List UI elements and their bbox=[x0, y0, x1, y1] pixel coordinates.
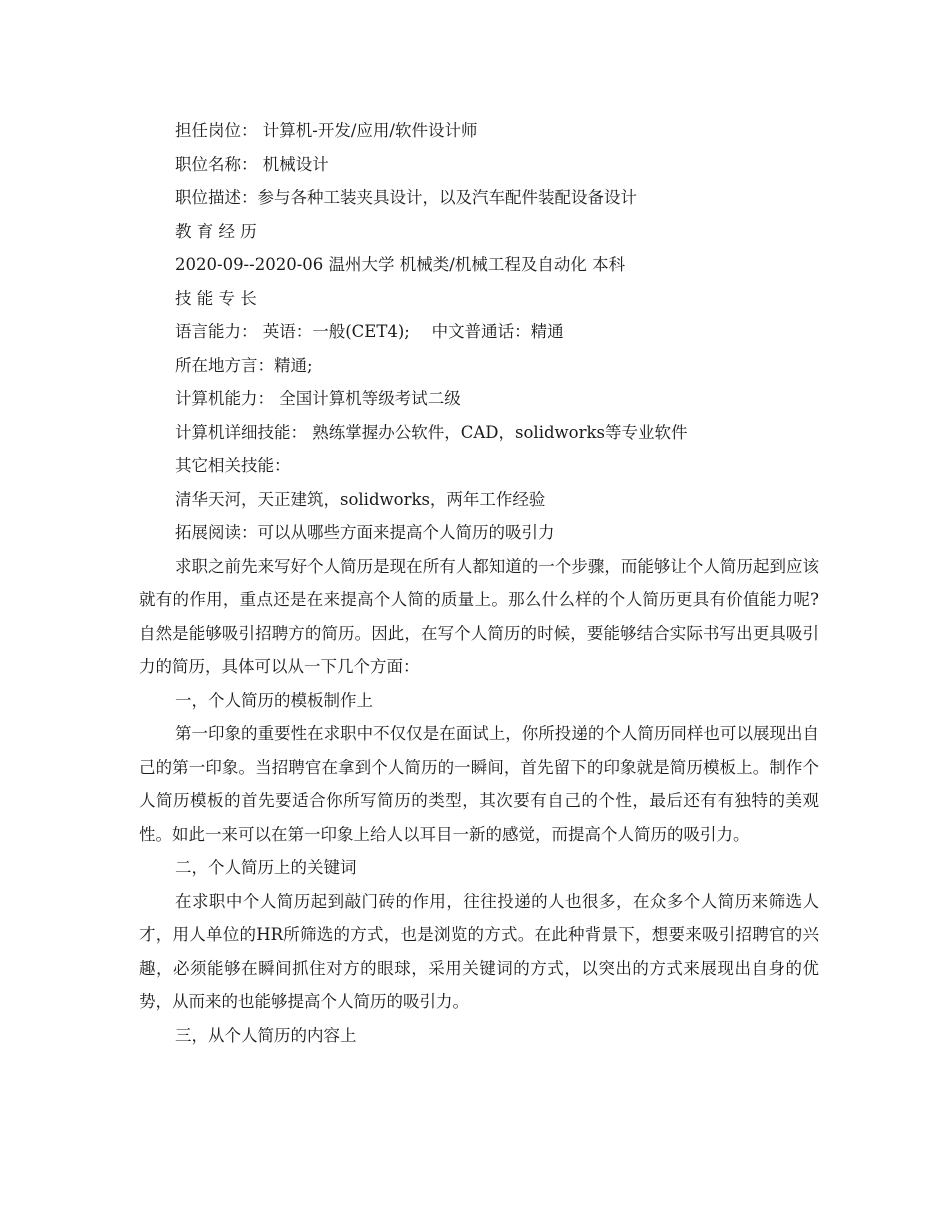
job-position: 担任岗位： 计算机-开发/应用/软件设计师 bbox=[175, 121, 478, 140]
skills-heading: 技 能 专 长 bbox=[175, 288, 257, 308]
other-skills-value: 清华天河，天正建筑，solidworks，两年工作经验 bbox=[175, 489, 546, 509]
computer-detail-skill: 计算机详细技能： 熟练掌握办公软件，CAD，solidworks等专业软件 bbox=[175, 422, 688, 442]
dialect-skill: 所在地方言：精通; bbox=[175, 355, 313, 375]
intro-paragraph: 求职之前先来写好个人简历是现在所有人都知道的一个步骤，而能够让个人简历起到应该就有的作用，重点还是在来提高个人简的质量上。那么什么样的个人简历更具有价值能力呢?自然是能够吸引招聘方的简历。因此，在写个人简历的时候，要能够结合实际书写出更具吸引力的简历，具体可以从一下几个方面： bbox=[139, 556, 819, 676]
language-skill: 语言能力： 英语：一般(CET4); 中文普通话：精通 bbox=[175, 322, 564, 341]
section-1-heading: 一，个人简历的模板制作上 bbox=[175, 690, 373, 710]
job-description: 职位描述：参与各种工装夹具设计，以及汽车配件装配设备设计 bbox=[175, 188, 637, 207]
section-1-paragraph: 第一印象的重要性在求职中不仅仅是在面试上，你所投递的个人简历同样也可以展现出自己的第一印象。当招聘官在拿到个人简历的一瞬间，首先留下的印象就是简历模板上。制作个人简历模板的首先要适合你所写简历的类型，其次要有自己的个性，最后还有有独特的美观性。如此一来可以在第一印象上给人以耳目一新的感觉，而提高个人简历的吸引力。 bbox=[139, 724, 819, 844]
education-entry: 2020-09--2020-06 温州大学 机械类/机械工程及自动化 本科 bbox=[175, 255, 626, 274]
section-2-heading: 二，个人简历上的关键词 bbox=[175, 858, 357, 877]
section-2-paragraph: 在求职中个人简历起到敲门砖的作用，往往投递的人也很多，在众多个人简历来筛选人才，用人单位的HR所筛选的方式，也是浏览的方式。在此种背景下，想要来吸引招聘官的兴趣，必须能够在瞬间抓住对方的眼球，采用关键词的方式，以突出的方式来展现出自身的优势，从而来的也能够提高个人简历的吸引力。 bbox=[139, 891, 819, 1011]
education-heading: 教 育 经 历 bbox=[175, 221, 257, 241]
extended-reading: 拓展阅读：可以从哪些方面来提高个人简历的吸引力 bbox=[175, 523, 555, 542]
other-skills-label: 其它相关技能： bbox=[175, 456, 291, 475]
document-body bbox=[139, 114, 819, 1052]
section-3-heading: 三，从个人简历的内容上 bbox=[175, 1025, 357, 1045]
job-title: 职位名称： 机械设计 bbox=[175, 154, 329, 174]
computer-skill: 计算机能力： 全国计算机等级考试二级 bbox=[175, 389, 461, 408]
